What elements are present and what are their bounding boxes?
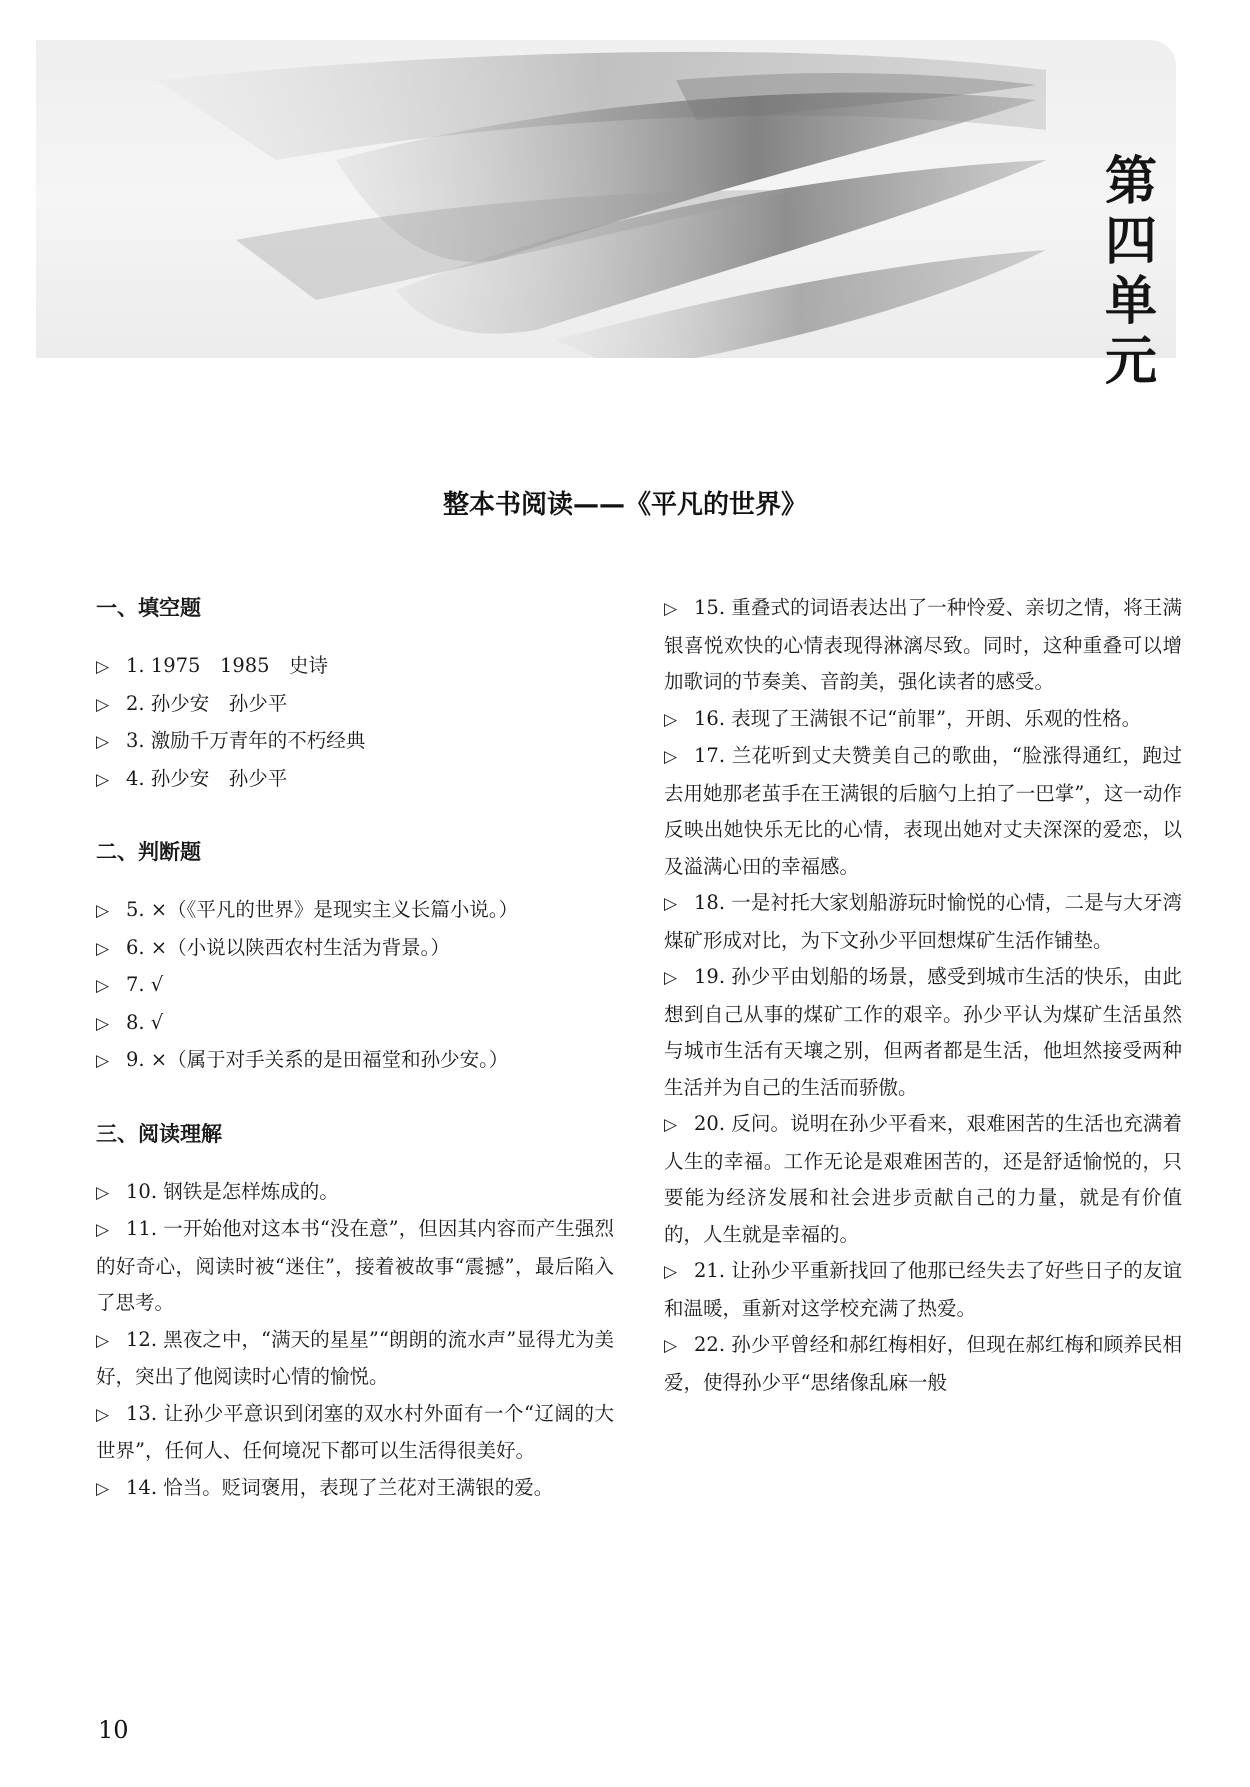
answer-item: ▷ 4. 孙少安 孙少平	[96, 761, 614, 799]
answer-item: ▷ 16. 表现了王满银不记“前罪”，开朗、乐观的性格。	[664, 701, 1182, 739]
brush-stroke-art	[36, 40, 1176, 358]
triangle-bullet-icon: ▷	[96, 938, 110, 959]
triangle-bullet-icon: ▷	[664, 894, 678, 914]
answer-item: ▷ 9. ×（属于对手关系的是田福堂和孙少安。）	[96, 1042, 614, 1080]
unit-title-char: 元	[1104, 331, 1157, 392]
triangle-bullet-icon: ▷	[96, 732, 110, 752]
triangle-bullet-icon: ▷	[664, 1336, 678, 1356]
section-heading-fill: 一、填空题	[96, 596, 201, 620]
section-heading-reading: 三、阅读理解	[96, 1121, 222, 1146]
triangle-bullet-icon: ▷	[664, 1262, 678, 1282]
left-column	[96, 590, 614, 1507]
triangle-bullet-icon: ▷	[96, 1220, 110, 1240]
triangle-bullet-icon: ▷	[96, 1404, 110, 1425]
answer-item: ▷ 8. √	[96, 1005, 614, 1043]
unit-title-char: 单	[1104, 271, 1157, 332]
triangle-bullet-icon: ▷	[96, 976, 110, 996]
triangle-bullet-icon: ▷	[96, 1478, 110, 1499]
unit-title	[1086, 152, 1176, 392]
answer-item: ▷ 22. 孙少平曾经和郝红梅相好，但现在郝红梅和顾养民相爱，使得孙少平“思绪像乱麻一般	[664, 1327, 1182, 1401]
answer-item: ▷ 11. 一开始他对这本书“没在意”，但因其内容而产生强烈的好奇心，阅读时被“迷住”，接着被故事“震撼”，最后陷入了思考。	[96, 1211, 614, 1322]
answer-item: ▷ 6. ×（小说以陕西农村生活为背景。）	[96, 930, 614, 968]
triangle-bullet-icon: ▷	[664, 1115, 678, 1135]
triangle-bullet-icon: ▷	[96, 1330, 110, 1351]
triangle-bullet-icon: ▷	[96, 901, 110, 921]
answer-item: ▷ 19. 孙少平由划船的场景，感受到城市生活的快乐，由此想到自己从事的煤矿工作的艰辛。孙少平认为煤矿生活虽然与城市生活有天壤之别，但两者都是生活，他坦然接受两种生活并为自己的生活而骄傲。	[664, 959, 1182, 1106]
page-title: 整本书阅读——《平凡的世界》	[442, 490, 807, 520]
answer-item: ▷ 20. 反问。说明在孙少平看来，艰难困苦的生活也充满着人生的幸福。工作无论是艰难困苦的，还是舒适愉悦的，只要能为经济发展和社会进步贡献自己的力量，就是有价值的，人生就是幸福的。	[664, 1106, 1182, 1253]
answer-item: ▷ 18. 一是衬托大家划船游玩时愉悦的心情，二是与大牙湾煤矿形成对比，为下文孙少平回想煤矿生活作铺垫。	[664, 885, 1182, 959]
answer-item: ▷ 12. 黑夜之中，“满天的星星”“朗朗的流水声”显得尤为美好，突出了他阅读时心情的愉悦。	[96, 1322, 614, 1396]
answer-item: ▷ 7. √	[96, 967, 614, 1005]
page-number: 10	[98, 1716, 129, 1744]
triangle-bullet-icon: ▷	[96, 1051, 110, 1071]
triangle-bullet-icon: ▷	[664, 747, 678, 767]
answer-item: ▷ 5. ×（《平凡的世界》是现实主义长篇小说。）	[96, 892, 614, 930]
section-heading-judge: 二、判断题	[96, 840, 201, 864]
triangle-bullet-icon: ▷	[664, 968, 678, 988]
triangle-bullet-icon: ▷	[96, 657, 110, 677]
triangle-bullet-icon: ▷	[96, 769, 110, 790]
answer-item: ▷ 2. 孙少安 孙少平	[96, 686, 614, 724]
answer-item: ▷ 3. 激励千万青年的不朽经典	[96, 723, 614, 761]
answer-item: ▷ 10. 钢铁是怎样炼成的。	[96, 1174, 614, 1212]
triangle-bullet-icon: ▷	[664, 599, 678, 619]
answer-item: ▷ 14. 恰当。贬词褒用，表现了兰花对王满银的爱。	[96, 1470, 614, 1508]
triangle-bullet-icon: ▷	[96, 1182, 110, 1203]
unit-banner	[36, 40, 1176, 392]
answer-item: ▷ 13. 让孙少平意识到闭塞的双水村外面有一个“辽阔的大世界”，任何人、任何境况下都可以生活得很美好。	[96, 1396, 614, 1470]
right-column	[664, 590, 1182, 1401]
answer-item: ▷ 21. 让孙少平重新找回了他那已经失去了好些日子的友谊和温暖，重新对这学校充满了热爱。	[664, 1253, 1182, 1327]
triangle-bullet-icon: ▷	[664, 709, 678, 730]
answer-item: ▷ 1. 1975 1985 史诗	[96, 648, 614, 686]
answer-item: ▷ 15. 重叠式的词语表达出了一种怜爱、亲切之情，将王满银喜悦欢快的心情表现得淋漓尽致。同时，这种重叠可以增加歌词的节奏美、音韵美，强化读者的感受。	[664, 590, 1182, 701]
unit-title-char: 四	[1104, 211, 1157, 272]
answer-item: ▷ 17. 兰花听到丈夫赞美自己的歌曲，“脸涨得通红，跑过去用她那老茧手在王满银的后脑勺上拍了一巴掌”，这一动作反映出她快乐无比的心情，表现出她对丈夫深深的爱恋，以及溢满心田的幸福感。	[664, 738, 1182, 885]
triangle-bullet-icon: ▷	[96, 694, 110, 715]
unit-title-char: 第	[1104, 151, 1157, 212]
triangle-bullet-icon: ▷	[96, 1013, 110, 1034]
